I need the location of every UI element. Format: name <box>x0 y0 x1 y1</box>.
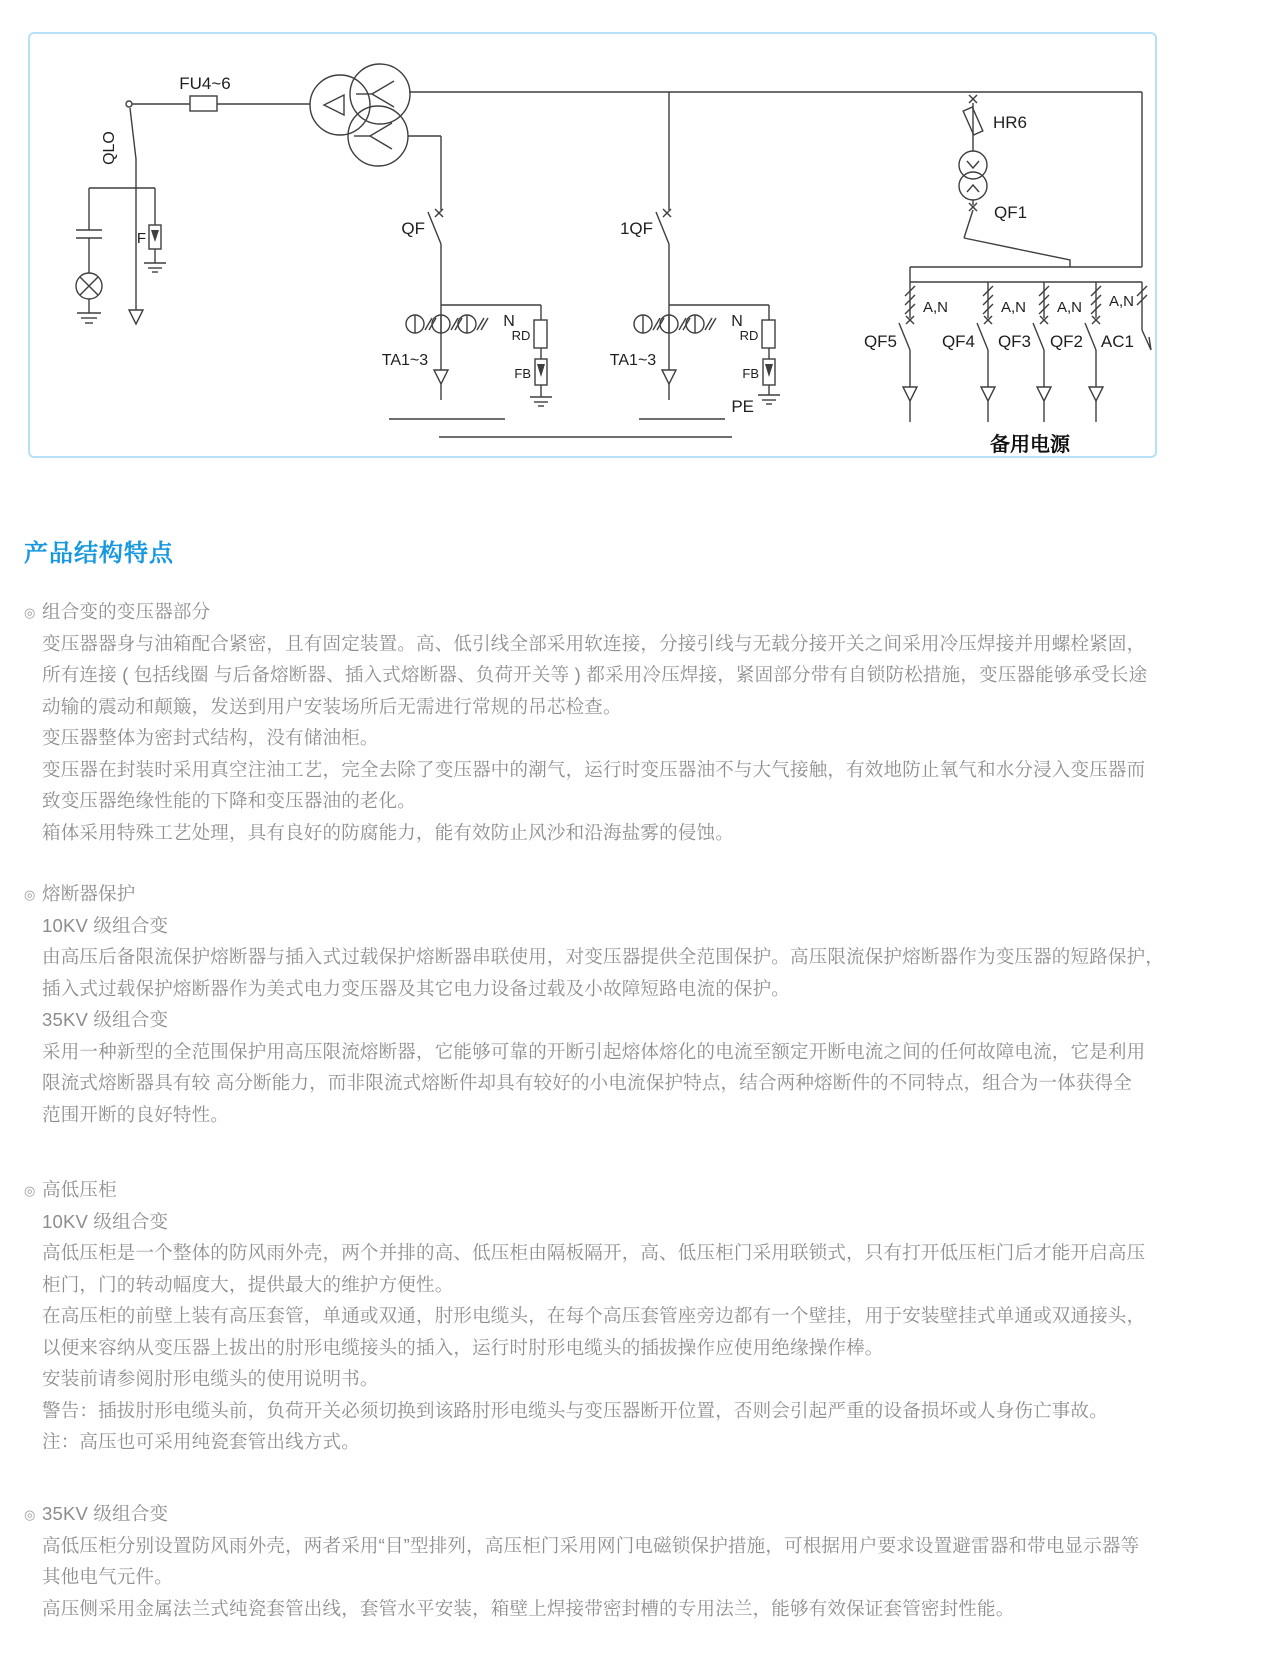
label-pe: PE <box>731 397 754 416</box>
label-rd-first: RD <box>511 328 531 343</box>
text-line: 注：高压也可采用纯瓷套管出线方式。 <box>42 1431 360 1452</box>
label-qf2: QF2 <box>1049 332 1083 351</box>
label-backup-power: 备用电源 <box>990 434 1070 456</box>
label-n-first: N <box>503 313 515 330</box>
bullet-icon: ◎ <box>24 887 36 902</box>
section-title-row <box>24 596 1246 628</box>
section-title: 熔断器保护 <box>42 883 136 904</box>
label-1qf: 1QF <box>619 219 653 238</box>
label-rd-second: RD <box>739 328 759 343</box>
text-line: 10KV 级组合变 <box>42 1210 169 1232</box>
text-line: 采用一种新型的全范围保护用高压限流熔断器，它能够可靠的开断引起熔体熔化的电流至额定开断电流之间的任何故障电流，它是利用 <box>42 1040 1146 1062</box>
circuit-diagram <box>28 32 1157 458</box>
one-line-diagram-svg <box>30 34 1155 456</box>
section-title: 35KV 级组合变 <box>42 1503 169 1524</box>
text-line: 插入式过载保护熔断器作为美式电力变压器及其它电力设备过载及小故障短路电流的保护。 <box>42 977 791 999</box>
text-line: 所有连接 ( 包括线圈 与后备熔断器、插入式熔断器、负荷开关等 ) 都采用冷压焊接，紧固部分带有自锁防松措施，变压器能够承受长途 <box>42 664 1148 685</box>
label-hr6: HR6 <box>993 113 1028 132</box>
label-ta1-3-second: TA1~3 <box>609 352 657 369</box>
label-f: F <box>136 230 146 247</box>
label-qf5: QF5 <box>863 332 897 351</box>
label-ta1-3-first: TA1~3 <box>381 352 429 369</box>
text-line: 10KV 级组合变 <box>42 914 169 936</box>
label-fb-second: FB <box>742 366 759 381</box>
bullet-icon: ◎ <box>24 1183 36 1198</box>
text-line: 35KV 级组合变 <box>42 1009 169 1030</box>
text-line: 以便来容纳从变压器上拔出的肘形电缆接头的插入，运行时肘形电缆头的插拔操作应使用绝缘操作棒。 <box>42 1336 884 1358</box>
bullet-icon: ◎ <box>24 1507 36 1522</box>
section-fuse-protection <box>24 878 1246 1130</box>
text-line: 其他电气元件。 <box>42 1566 173 1587</box>
text-line: 限流式熔断器具有较 高分断能力，而非限流式熔断件却具有较好的小电流保护特点，结合两种熔断件的不同特点，组合为一体获得全 <box>42 1072 1132 1093</box>
label-qf: QF <box>401 219 425 238</box>
label-qf3: QF3 <box>997 332 1031 351</box>
label-an-2: A,N <box>1001 299 1027 316</box>
text-line: 变压器整体为密封式结构，没有储油柜。 <box>42 727 379 748</box>
label-fu4-6: FU4~6 <box>179 74 231 93</box>
text-line: 柜门，门的转动幅度大，提供最大的维护方便性。 <box>42 1273 454 1295</box>
section-transformer-part <box>24 596 1246 848</box>
text-line: 高低压柜是一个整体的防风雨外壳，两个并排的高、低压柜由隔板隔开，高、低压柜门采用联锁式，只有打开低压柜门后才能开启高压 <box>42 1242 1146 1263</box>
text-line: 警告：插拔肘形电缆头前，负荷开关必须切换到该路肘形电缆头与变压器断开位置，否则会引起严重的设备损坏或人身伤亡事故。 <box>42 1399 1108 1421</box>
text-line: 高压侧采用金属法兰式纯瓷套管出线，套管水平安装，箱壁上焊接带密封槽的专用法兰，能够有效保证套管密封性能。 <box>42 1597 1015 1619</box>
label-fb-first: FB <box>514 366 531 381</box>
text-line: 安装前请参阅肘形电缆头的使用说明书。 <box>42 1368 379 1389</box>
text-line: 变压器在封装时采用真空注油工艺，完全去除了变压器中的潮气，运行时变压器油不与大气接触，有效地防止氧气和水分浸入变压器而 <box>42 758 1146 780</box>
text-line: 范围开断的良好特性。 <box>42 1103 230 1125</box>
section-title: 高低压柜 <box>42 1179 117 1200</box>
text-line: 高低压柜分别设置防风雨外壳，两者采用“目”型排列，高压柜门采用网门电磁锁保护措施，可根据用户要求设置避雷器和带电显示器等 <box>42 1534 1140 1556</box>
bullet-icon: ◎ <box>24 605 36 620</box>
label-qf4: QF4 <box>941 332 975 351</box>
label-qf1: QF1 <box>994 203 1028 222</box>
page-title: 产品结构特点 <box>24 540 174 567</box>
section-title-row <box>24 1498 1246 1530</box>
section-hv-lv-cabinet <box>24 1174 1246 1458</box>
text-line: 动输的震动和颠簸，发送到用户安装场所后无需进行常规的吊芯检查。 <box>42 695 622 717</box>
section-title-row <box>24 1174 1246 1206</box>
section-title-row <box>24 878 1246 910</box>
label-an-4: A,N <box>1109 293 1135 310</box>
text-line: 由高压后备限流保护熔断器与插入式过载保护熔断器串联使用，对变压器提供全范围保护。高压限流保护熔断器作为变压器的短路保护， <box>42 946 1165 967</box>
label-qlo: QLO <box>101 131 118 165</box>
text-line: 在高压柜的前壁上装有高压套管，单通或双通，肘形电缆头，在每个高压套管座旁边都有一个壁挂，用于安装壁挂式单通或双通接头， <box>42 1305 1146 1326</box>
label-an-3: A,N <box>1057 299 1083 316</box>
text-line: 变压器器身与油箱配合紧密，且有固定装置。高、低引线全部采用软连接，分接引线与无载分接开关之间采用冷压焊接并用螺栓紧固， <box>42 632 1146 654</box>
section-title: 组合变的变压器部分 <box>42 601 211 622</box>
text-line: 箱体采用特殊工艺处理，具有良好的防腐能力，能有效防止风沙和沿海盐雾的侵蚀。 <box>42 821 734 843</box>
text-line: 致变压器绝缘性能的下降和变压器油的老化。 <box>42 790 417 811</box>
label-ac1: AC1 <box>1100 332 1134 351</box>
label-an-1: A,N <box>923 299 949 316</box>
section-35kv-combined <box>24 1498 1246 1624</box>
label-n-second: N <box>731 313 743 330</box>
